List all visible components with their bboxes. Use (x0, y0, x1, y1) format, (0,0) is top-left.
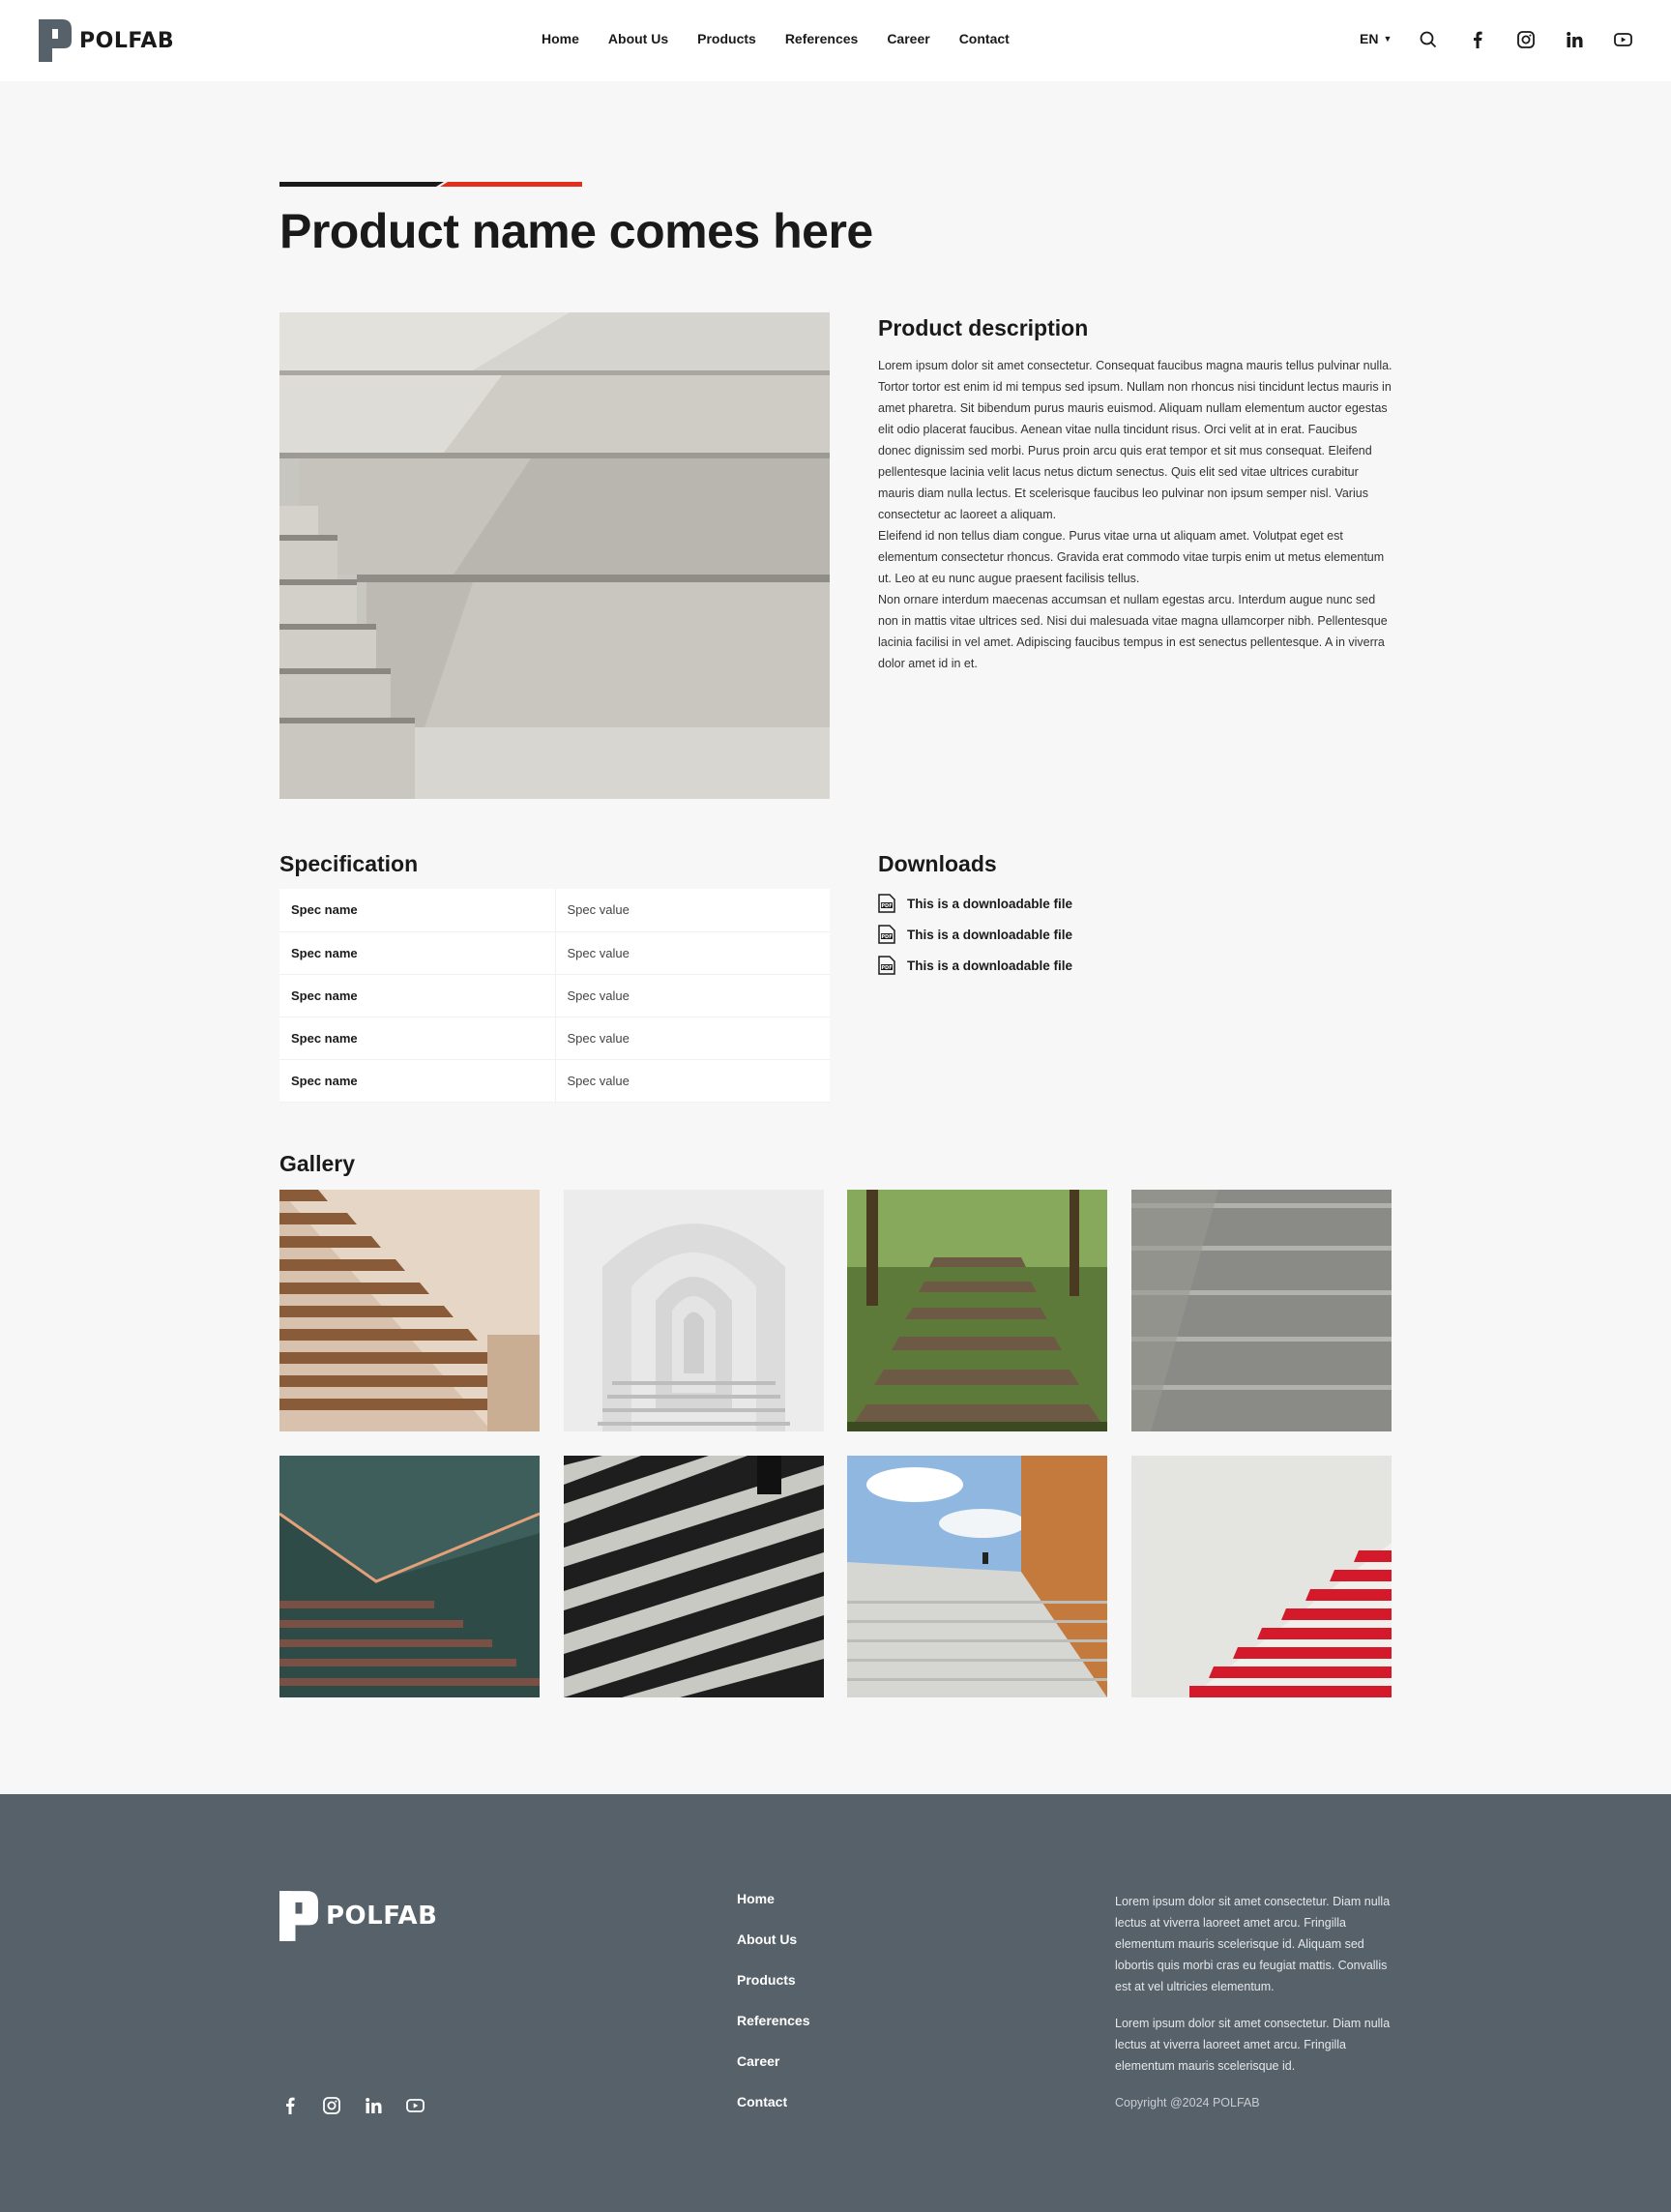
description-paragraph: Eleifend id non tellus diam congue. Purus vitae urna ut aliquam amet. Volutpat eget est elementum consectetur rhoncus. Gravida erat commodo vitae turpis enim ut metus elementum ut. Leo at eu nunc augue praesent facilisis tellus. (878, 529, 1385, 585)
footer-social (279, 2095, 446, 2116)
pdf-file-icon (878, 956, 895, 975)
gallery-image[interactable] (847, 1456, 1107, 1697)
footer-text (1115, 1891, 1395, 2129)
table-row (279, 889, 830, 931)
gallery-title: Gallery (279, 1151, 355, 1176)
gallery-image[interactable] (1131, 1456, 1392, 1697)
page-title: Product name comes here (279, 204, 873, 258)
download-link[interactable] (878, 919, 1072, 950)
spec-name: Spec name (279, 1059, 555, 1102)
site-header (0, 0, 1671, 81)
specification-table (279, 889, 830, 1103)
footer-nav-career[interactable]: Career (737, 2053, 780, 2069)
spec-name: Spec name (279, 931, 555, 974)
gallery-image[interactable] (564, 1456, 824, 1697)
footer-logo[interactable] (279, 1891, 437, 1941)
pdf-file-icon (878, 894, 895, 913)
footer-paragraph: Lorem ipsum dolor sit amet consectetur. Diam nulla lectus at viverra laoreet amet arcu. Fringilla elementum mauris scelerisque id. Aliquam sed lobortis quis morbi cras eu feugiat mattis. Convallis est at vel ultricies elementum. (1115, 1895, 1391, 1993)
logo-mark-icon (39, 19, 72, 62)
table-row (279, 974, 830, 1017)
language-selector[interactable] (1360, 31, 1392, 46)
download-label: This is a downloadable file (907, 927, 1073, 942)
footer-nav-about-us[interactable]: About Us (737, 1932, 798, 1947)
gallery-image[interactable] (279, 1456, 540, 1697)
caret-down-icon: ▼ (1383, 34, 1392, 44)
download-label: This is a downloadable file (907, 896, 1073, 911)
youtube-icon[interactable] (1612, 29, 1633, 50)
product-main-image[interactable] (279, 312, 830, 799)
spec-value: Spec value (555, 1017, 830, 1059)
nav-contact[interactable]: Contact (958, 31, 1010, 46)
search-icon[interactable] (1418, 29, 1439, 50)
specification-title: Specification (279, 851, 419, 876)
gallery-image[interactable] (564, 1190, 824, 1431)
download-label: This is a downloadable file (907, 958, 1073, 973)
nav-about-us[interactable]: About Us (607, 31, 669, 46)
description-paragraph: Non ornare interdum maecenas accumsan et nullam egestas arcu. Interdum augue nunc sed non in mattis vitae ultrices sed. Nisi dui malesuada vitae magna ullamcorper nibh. Pellentesque lacinia facilisi in vel amet. Adipiscing faucibus tempus in est senectus pellentesque. A in viverra dolor amet id in et. (878, 593, 1388, 670)
footer-nav-contact[interactable]: Contact (737, 2094, 788, 2109)
spec-value: Spec value (555, 931, 830, 974)
description-title: Product description (878, 315, 1089, 340)
download-link[interactable] (878, 888, 1072, 919)
site-footer (0, 1794, 1671, 2212)
gallery-image[interactable] (279, 1190, 540, 1431)
footer-nav (737, 1891, 810, 2135)
spec-name: Spec name (279, 889, 555, 931)
svg-text:PDF: PDF (881, 903, 893, 909)
facebook-icon[interactable] (1467, 29, 1488, 50)
nav-products[interactable]: Products (697, 31, 756, 46)
title-accent-bar (279, 182, 582, 187)
description-paragraph: Lorem ipsum dolor sit amet consectetur. Consequat faucibus magna mauris tellus pulvinar nulla. Tortor tortor est enim id mi tempus sed ipsum. Nullam non rhoncus nisi tincidunt lectus mauris in amet pharetra. Sit bibendum purus mauris euismod. Aliquam nullam elementum auctor egestas elit odio placerat faucibus. Aenean vitae nulla tincidunt risus. Orci velit at in erat. Faucibus donec dignissim sed morbi. Purus proin arcu quis erat tempor et sit mus consequat. Eleifend pellentesque lacinia velit lacus netus dictum senectus. Quis elit sed vitae ultrices curabitur mauris diam nulla lectus. Et scelerisque faucibus leo pulvinar non ipsum semper nisl. Varius consectetur ac laoreet a aliquam. (878, 359, 1392, 521)
nav-career[interactable]: Career (887, 31, 930, 46)
linkedin-icon[interactable] (1564, 29, 1585, 50)
spec-name: Spec name (279, 974, 555, 1017)
description-body (878, 355, 1392, 674)
download-link[interactable] (878, 950, 1072, 981)
copyright: Copyright @2024 POLFAB (1115, 2096, 1260, 2109)
instagram-icon[interactable] (321, 2095, 342, 2116)
brand-name: POLFAB (79, 28, 175, 53)
gallery-image[interactable] (847, 1190, 1107, 1431)
youtube-icon[interactable] (404, 2095, 425, 2116)
pdf-file-icon (878, 925, 895, 944)
downloads-title: Downloads (878, 851, 997, 876)
table-row (279, 1059, 830, 1102)
language-label: EN (1360, 31, 1379, 46)
logo-mark-icon (279, 1891, 318, 1941)
footer-nav-references[interactable]: References (737, 2013, 810, 2028)
footer-nav-products[interactable]: Products (737, 1972, 796, 1988)
spec-name: Spec name (279, 1017, 555, 1059)
downloads-list (878, 888, 1072, 981)
brand-logo[interactable] (39, 19, 174, 62)
spec-value: Spec value (555, 1059, 830, 1102)
table-row (279, 931, 830, 974)
footer-brand-name: POLFAB (326, 1902, 438, 1931)
linkedin-icon[interactable] (363, 2095, 384, 2116)
svg-text:PDF: PDF (881, 965, 893, 971)
spec-value: Spec value (555, 889, 830, 931)
nav-references[interactable]: References (784, 31, 859, 46)
svg-text:PDF: PDF (881, 934, 893, 940)
table-row (279, 1017, 830, 1059)
facebook-icon[interactable] (279, 2095, 301, 2116)
spec-value: Spec value (555, 974, 830, 1017)
instagram-icon[interactable] (1515, 29, 1537, 50)
footer-paragraph: Lorem ipsum dolor sit amet consectetur. Diam nulla lectus at viverra laoreet amet arcu. Fringilla elementum mauris scelerisque id. (1115, 2017, 1391, 2073)
footer-nav-home[interactable]: Home (737, 1891, 775, 1906)
main-nav (542, 31, 1039, 46)
gallery-image[interactable] (1131, 1190, 1392, 1431)
nav-home[interactable]: Home (542, 31, 579, 46)
